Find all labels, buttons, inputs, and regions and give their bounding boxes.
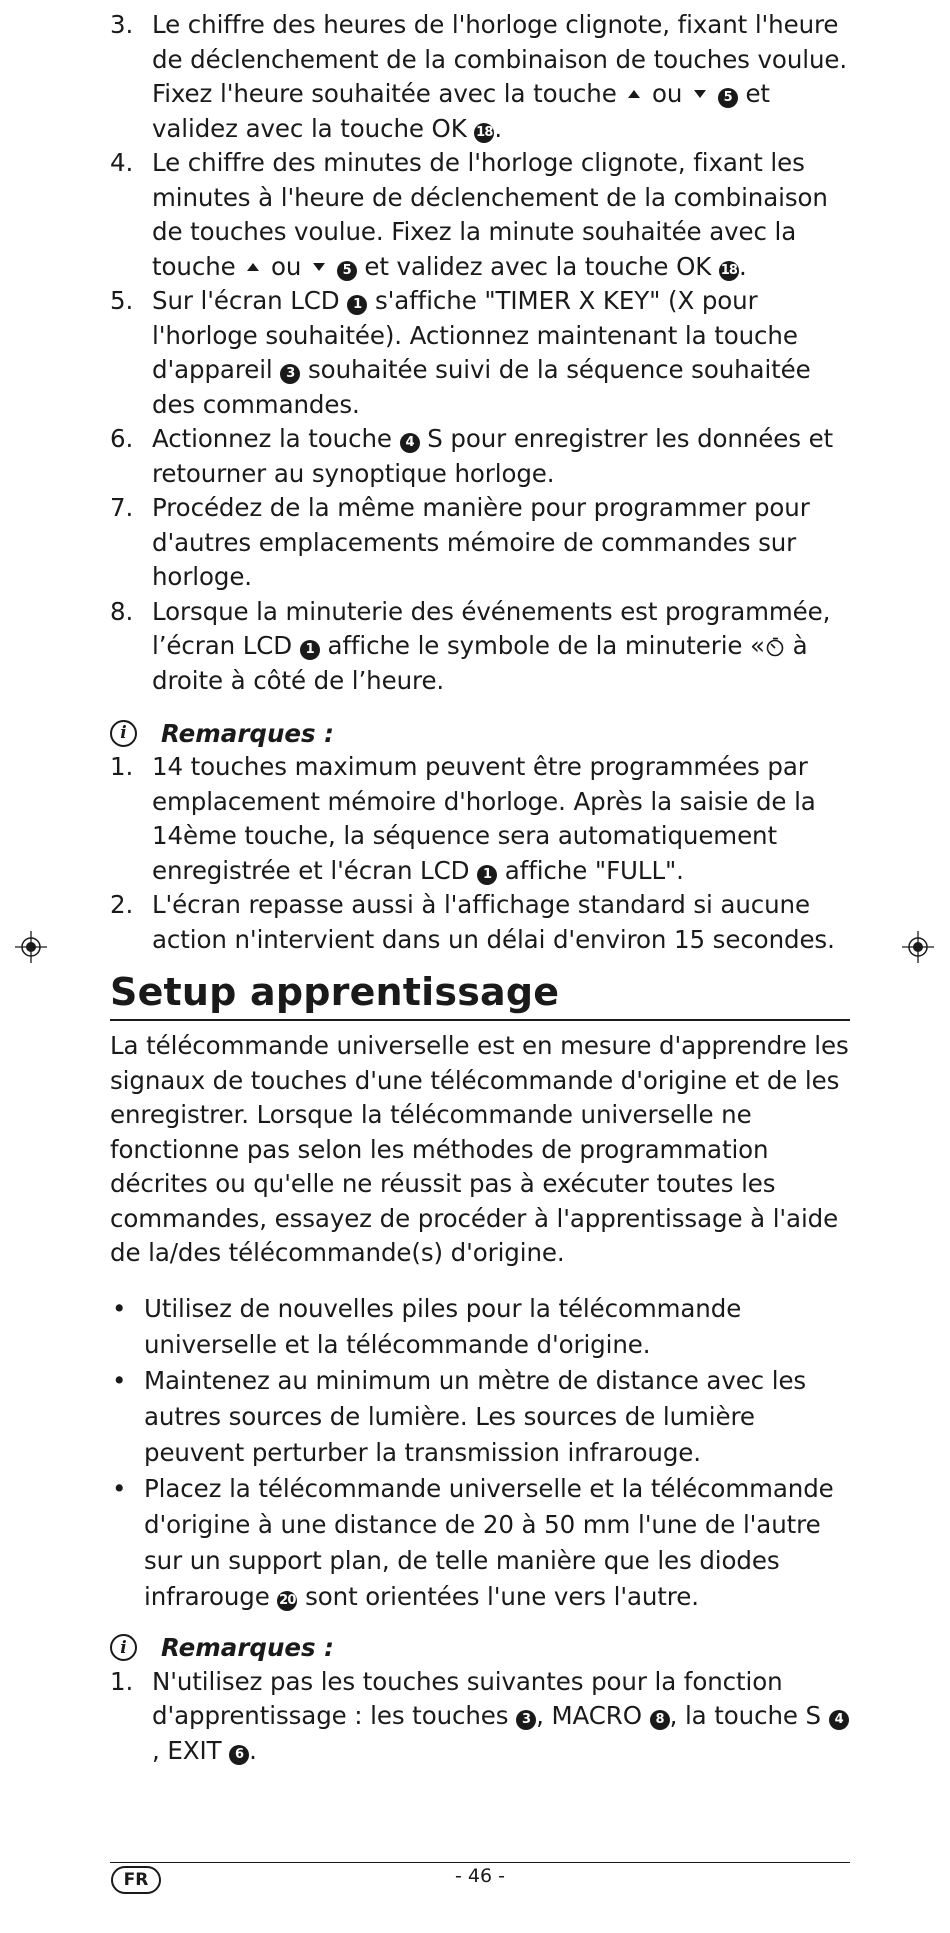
registration-mark-icon <box>14 930 48 964</box>
list-item <box>110 595 850 699</box>
text-run <box>710 79 718 108</box>
timer-icon <box>765 637 785 657</box>
reference-number-badge: 3 <box>280 364 300 384</box>
text-run: et validez avec la touche OK <box>356 251 719 281</box>
reference-number-badge: 5 <box>718 88 738 108</box>
text-run: L'écran repasse aussi à l'affichage standard si aucune action n'intervient dans un délai d'environ 15 secondes. <box>152 890 835 954</box>
section-heading: Setup apprentissage <box>110 969 850 1021</box>
text-run: . <box>738 251 747 281</box>
reference-number-badge: 18 <box>474 123 494 143</box>
language-badge: FR <box>111 1866 161 1894</box>
text-run: sont orientées l'une vers l'autre. <box>297 1581 699 1611</box>
item-number: 5. <box>110 286 134 315</box>
note-title: Remarques : <box>161 718 334 748</box>
item-number: 8. <box>110 596 134 626</box>
note-title: Remarques : <box>161 1633 334 1662</box>
bullet-list <box>110 1291 850 1615</box>
reference-number-badge: 8 <box>650 1710 670 1730</box>
bullet-icon: • <box>112 1293 127 1323</box>
list-item <box>110 1471 850 1615</box>
list-item <box>110 888 850 957</box>
list-item <box>110 422 850 491</box>
text-run: affiche le symbole de la minuterie « <box>319 631 765 660</box>
item-number: 2. <box>110 890 134 919</box>
text-run <box>329 252 337 281</box>
text-run: affiche "FULL". <box>497 855 684 885</box>
text-run: ou <box>644 79 691 108</box>
reference-number-badge: 3 <box>516 1710 536 1730</box>
item-number: 1. <box>110 752 134 781</box>
text-run: , EXIT <box>152 1735 230 1765</box>
reference-number-badge: 4 <box>400 433 420 453</box>
list-item <box>110 750 850 888</box>
reference-number-badge: 1 <box>347 295 367 315</box>
text-run: . <box>494 113 503 143</box>
page-content <box>110 8 850 1768</box>
note-list-2 <box>110 1665 850 1769</box>
arrow-up-icon <box>247 263 259 271</box>
arrow-up-icon <box>628 90 640 98</box>
text-run: ou <box>263 251 309 281</box>
note-header-2 <box>110 1631 850 1665</box>
text-run: , MACRO <box>536 1701 650 1730</box>
arrow-down-icon <box>694 90 706 98</box>
text-run: Sur l'écran LCD <box>152 286 348 315</box>
text-run: Le chiffre des minutes de l'horloge clignote, fixant les minutes à l'heure de déclenchement de la combinaison de touches voulue. Fixez la minute souhaitée avec la touche <box>152 148 828 281</box>
text-run: Lorsque la minuterie des événements est programmée, l’écran LCD <box>152 596 831 660</box>
item-number: 3. <box>110 10 134 39</box>
page-number: - 46 - <box>455 1865 505 1887</box>
text-run: Utilisez de nouvelles piles pour la télécommande universelle et la télécommande d'origine. <box>144 1293 742 1359</box>
item-number: 4. <box>110 148 134 177</box>
reference-number-badge: 4 <box>829 1710 849 1730</box>
item-number: 6. <box>110 424 134 453</box>
reference-number-badge: 1 <box>300 640 320 660</box>
reference-number-badge: 6 <box>229 1745 249 1765</box>
steps-list-top <box>110 8 850 698</box>
reference-number-badge: 5 <box>337 261 357 281</box>
text-run: N'utilisez pas les touches suivantes pour la fonction d'apprentissage : les touches <box>152 1666 783 1730</box>
list-item <box>110 146 850 284</box>
list-item <box>110 1665 850 1769</box>
text-run: et validez avec la touche OK <box>152 79 770 143</box>
info-icon: i <box>110 720 137 747</box>
text-run: S pour enregistrer les données et retourner au synoptique horloge. <box>152 424 834 488</box>
note-header-1 <box>110 716 850 750</box>
text-run: souhaitée suivi de la séquence souhaitée des commandes. <box>152 355 811 419</box>
bullet-icon: • <box>112 1473 127 1503</box>
list-item <box>110 8 850 146</box>
text-run: Actionnez la touche <box>152 424 400 453</box>
reference-number-badge: 18 <box>719 261 739 281</box>
bullet-icon: • <box>112 1365 127 1395</box>
registration-mark-icon <box>901 930 935 964</box>
reference-number-badge: 1 <box>477 865 497 885</box>
text-run: 14 touches maximum peuvent être programmées par emplacement mémoire d'horloge. Après la saisie de la 14ème touche, la séquence sera automatiquement enregistrée et l'écran LCD <box>152 752 816 885</box>
text-run: Maintenez au minimum un mètre de distance avec les autres sources de lumière. Les sources de lumière peuvent perturber la transmission infrarouge. <box>144 1365 807 1467</box>
reference-number-badge: 20 <box>277 1591 297 1611</box>
item-number: 1. <box>110 1666 134 1696</box>
list-item <box>110 491 850 595</box>
text-run: Procédez de la même manière pour programmer pour d'autres emplacements mémoire de commandes sur horloge. <box>152 493 810 591</box>
text-run: Le chiffre des heures de l'horloge clignote, fixant l'heure de déclenchement de la combinaison de touches voulue. Fixez l'heure souhaitée avec la touche <box>152 10 848 108</box>
text-run: à droite à côté de l’heure. <box>152 631 808 695</box>
info-icon: i <box>110 1634 137 1661</box>
arrow-down-icon <box>313 263 325 271</box>
item-number: 7. <box>110 493 134 522</box>
text-run: s'affiche "TIMER X KEY" (X pour l'horloge souhaitée). Actionnez maintenant la touche d'appareil <box>152 286 798 384</box>
text-run: Placez la télécommande universelle et la télécommande d'origine à une distance de 20 à 50 mm l'une de l'autre sur un support plan, de telle manière que les diodes infrarouge <box>144 1473 834 1611</box>
list-item <box>110 284 850 422</box>
text-run: , la touche S <box>669 1701 829 1730</box>
text-run: . <box>249 1735 257 1765</box>
list-item <box>110 1363 850 1471</box>
list-item <box>110 1291 850 1363</box>
section-intro: La télécommande universelle est en mesure d'apprendre les signaux de touches d'une télécommande d'origine et de les enregistrer. Lorsque la télécommande universelle ne fonctionne pas selon les méthodes de programmation décrites ou qu'elle ne réussit pas à exécuter toutes les commandes, essayez de procéder à l'apprentissage à l'aide de la/des télécommande(s) d'origine. <box>110 1031 849 1267</box>
note-list-1 <box>110 750 850 957</box>
